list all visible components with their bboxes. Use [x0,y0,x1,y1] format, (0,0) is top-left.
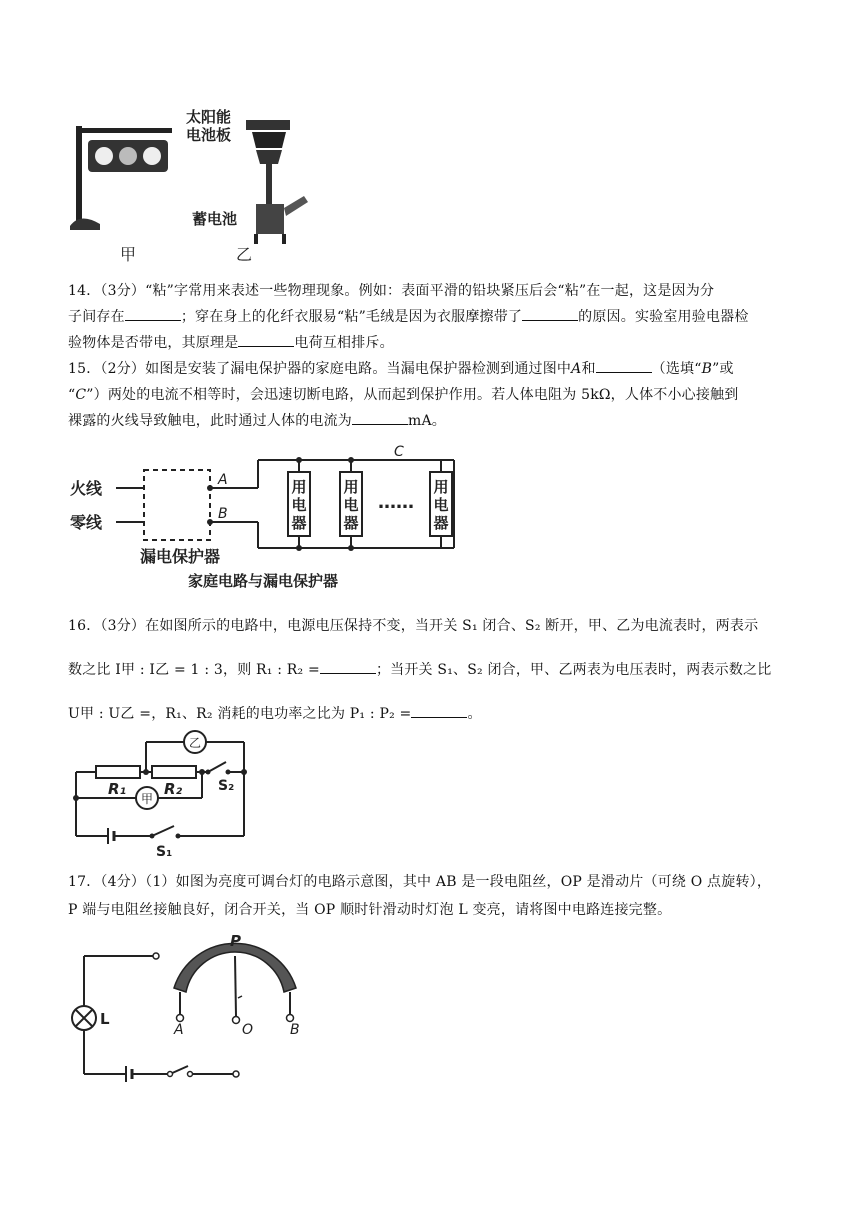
q15-line-3 [68,408,794,434]
switch-s1-label: S₁ [156,844,173,860]
answer-blank[interactable] [320,659,376,674]
question-17 [68,868,794,924]
answer-blank[interactable] [238,332,294,347]
q15-text: “ [68,387,76,403]
resistor-r1-label: R₁ [108,780,127,798]
q15-line-1 [68,356,794,382]
solar-lamp-drawing [246,120,308,244]
figure-15-caption: 家庭电路与漏电保护器 [188,572,339,590]
traffic-light-drawing [70,126,172,230]
q14-line-2 [68,304,794,330]
q14-text: ；穿在身上的化纤衣服易“粘”毛绒是因为衣服摩擦带了 [180,309,523,325]
figure-series-circuit [68,730,258,864]
appliance-char: 电 [433,496,449,514]
q15-var-b: B [701,361,713,377]
label-point-b: B [218,506,228,522]
meter-yi-label: 乙 [189,736,202,750]
q16-text: ；当开关 S₁、S₂ 闭合，甲、乙两表为电压表时，两表示数之比 [375,662,772,678]
q15-text: （选填“ [651,361,702,377]
answer-blank[interactable] [125,306,181,321]
meter-jia-label: 甲 [141,792,154,806]
q15-text: ”）两处的电流不相等时，会迅速切断电路，从而起到保护作用。若人体电阻为 5kΩ，人体不小心接触到 [86,387,739,403]
question-15 [68,356,794,434]
figure-dimmer-lamp-circuit [64,930,314,1090]
question-16 [68,604,794,736]
q17-line-1: 17．（4分）（1）如图为亮度可调台灯的电路示意图，其中 AB 是一段电阻丝，OP 是滑动片（可绕 O 点旋转）， [68,874,772,890]
q16-line-2 [68,648,794,692]
label-b: B [290,1022,300,1038]
appliance-char: 用 [343,478,359,496]
appliance-char: 器 [291,514,307,532]
label-solar-panel-2: 电池板 [186,126,232,144]
q15-text: 裸露的火线导致触电，此时通过人体的电流为 [68,413,352,429]
caption-yi: 乙 [236,245,253,264]
resistor-r2-label: R₂ [164,780,183,798]
question-14 [68,278,794,356]
label-live-wire: 火线 [70,479,103,498]
q15-text: 15．（2分）如图是安装了漏电保护器的家庭电路。当漏电保护器检测到通过图中 [68,361,572,377]
answer-blank[interactable] [596,358,652,373]
switch-s2-label: S₂ [218,778,235,794]
q14-line-3 [68,330,794,356]
ellipsis-dots: …… [378,492,414,513]
q15-text: mA。 [408,413,446,429]
q15-var-a: A [571,361,582,377]
answer-blank[interactable] [352,410,408,425]
label-leakage-protector: 漏电保护器 [140,547,221,566]
q16-line-1: 16．（3分）在如图所示的电路中，电源电压保持不变，当开关 S₁ 闭合、S₂ 断开，甲、乙为电流表时，两表示 [68,618,759,634]
q16-text: 数之比 I甲 : I乙 = 1 : 3，则 R₁ : R₂ = [68,662,320,678]
label-neutral-wire: 零线 [70,513,103,532]
answer-blank[interactable] [411,703,467,718]
appliance-char: 用 [291,478,307,496]
answer-blank[interactable] [522,306,578,321]
q17-line-2: P 端与电阻丝接触良好，闭合开关，当 OP 顺时针滑动时灯泡 L 变亮，请将图中电路连接完整。 [68,902,672,918]
q16-text: U甲 : U乙 =，R₁、R₂ 消耗的电功率之比为 P₁ : P₂ = [68,706,412,722]
appliance-char: 电 [343,496,359,514]
label-point-c: C [394,444,404,460]
caption-jia: 甲 [120,245,137,264]
label-a: A [174,1022,184,1038]
figure-household-circuit [68,444,468,594]
label-p: P [230,932,241,950]
q15-var-c: C [75,387,87,403]
label-solar-panel-1: 太阳能 [186,108,232,126]
appliance-char: 电 [291,496,307,514]
label-battery: 蓄电池 [192,210,238,228]
appliance-char: 器 [433,514,449,532]
appliance-char: 器 [343,514,359,532]
q15-text: ”或 [712,361,734,377]
label-o: O [242,1022,254,1038]
q14-text: 子间存在 [68,309,125,325]
q14-text: 验物体是否带电，其原理是 [68,335,239,351]
q15-line-2 [68,382,794,408]
q14-text: 的原因。实验室用验电器检 [578,309,749,325]
q14-text: 电荷互相排斥。 [294,335,394,351]
slider-op [235,956,236,1016]
appliance-char: 用 [433,478,449,496]
q14-line-1: 14．（3分）“粘”字常用来表述一些物理现象。例如：表面平滑的铅块紧压后会“粘”在一起，这是因为分 [68,283,715,299]
q15-text: 和 [581,361,596,377]
q16-text: 。 [467,706,482,722]
label-lamp-l: L [100,1010,110,1028]
label-point-a: A [218,472,228,488]
